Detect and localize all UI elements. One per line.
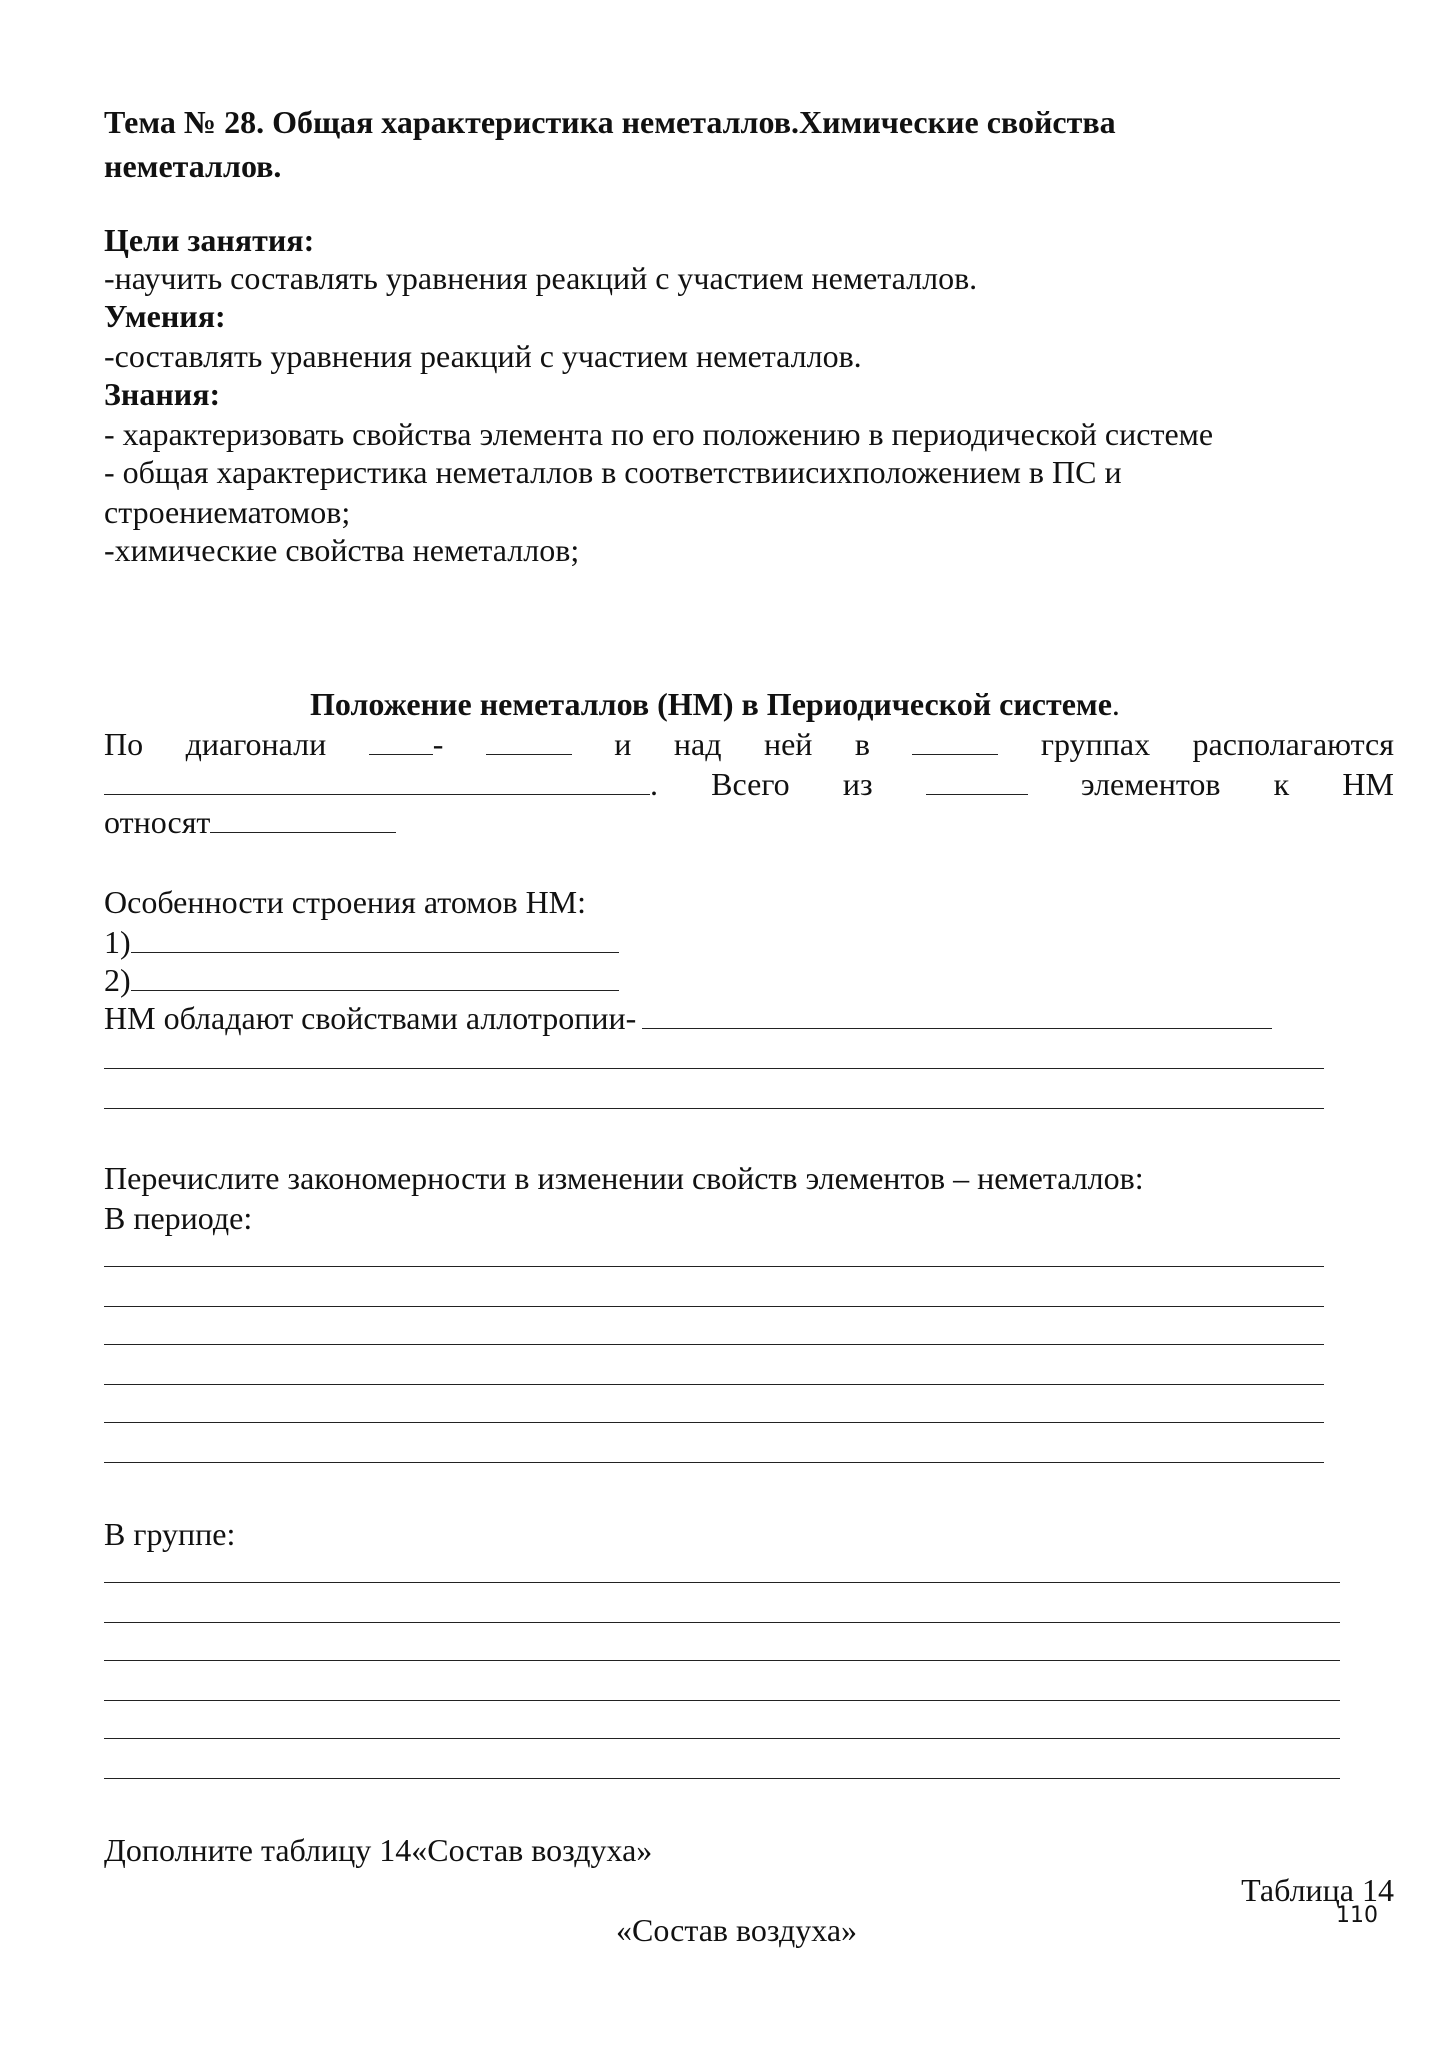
position-sentence-row3 [104, 802, 396, 842]
knowledge-item: - характеризовать свойства элемента по его положению в периодической системе [104, 416, 1214, 452]
blank-pair [369, 724, 444, 764]
knowledge-heading: Знания: [104, 376, 221, 412]
table-instruction: Дополните таблицу 14«Состав воздуха» [104, 1832, 653, 1868]
dot: . [650, 766, 658, 802]
word: Всего [711, 766, 790, 802]
answer-line[interactable] [104, 1422, 1324, 1423]
page-title-line2: неметаллов. [104, 148, 282, 184]
trends-period-label: В периоде: [104, 1200, 253, 1236]
word: По [104, 726, 144, 762]
answer-line[interactable] [104, 1306, 1324, 1307]
word: над [673, 726, 722, 762]
fill-blank[interactable] [210, 802, 396, 833]
answer-line[interactable] [104, 1266, 1324, 1267]
atoms-item1-number: 1) [104, 924, 131, 960]
blank-pair [104, 764, 658, 804]
fill-blank[interactable] [131, 960, 619, 991]
word: группах [1040, 726, 1151, 762]
word: элементов [1080, 766, 1221, 802]
atoms-item2 [104, 960, 619, 1000]
trends-heading: Перечислите закономерности в изменении свойств элементов – неметаллов: [104, 1160, 1144, 1196]
skills-text: -составлять уравнения реакций с участием неметаллов. [104, 338, 862, 374]
table-label: Таблица 14 [1241, 1872, 1394, 1908]
answer-line[interactable] [104, 1700, 1340, 1701]
word: к [1273, 766, 1290, 802]
section-heading-text: Положение неметаллов (НМ) в Периодической системе [310, 686, 1112, 722]
word: из [842, 766, 873, 802]
atoms-item1 [104, 922, 619, 962]
section-heading [310, 684, 1120, 724]
atoms-item2-number: 2) [104, 962, 131, 998]
fill-blank[interactable] [369, 724, 433, 755]
goals-heading: Цели занятия: [104, 222, 315, 258]
trends-group-label: В группе: [104, 1516, 236, 1552]
word: в [854, 726, 870, 762]
fill-blank[interactable] [912, 724, 998, 755]
fill-blank[interactable] [104, 764, 650, 795]
skills-heading: Умения: [104, 298, 226, 334]
fill-blank[interactable] [642, 998, 1272, 1029]
knowledge-item: строениематомов; [104, 494, 351, 530]
fill-blank[interactable] [926, 764, 1028, 795]
word: и [614, 726, 632, 762]
section-heading-dot: . [1111, 686, 1120, 722]
answer-line[interactable] [104, 1738, 1340, 1739]
answer-line[interactable] [104, 1108, 1324, 1109]
word: располагаются [1192, 726, 1394, 762]
answer-line[interactable] [104, 1462, 1324, 1463]
atoms-heading: Особенности строения атомов НМ: [104, 884, 587, 920]
dash: - [432, 726, 444, 762]
allotropy-label: НМ обладают свойствами аллотропии- [104, 1000, 637, 1036]
position-sentence-row1 [104, 724, 1394, 764]
word: НМ [1342, 766, 1394, 802]
word: диагонали [185, 726, 327, 762]
knowledge-item: -химические свойства неметаллов; [104, 532, 580, 568]
page-number: 110 [1336, 1903, 1378, 1928]
table-title: «Состав воздуха» [616, 1912, 858, 1948]
page-title-line1: Тема № 28. Общая характеристика неметаллов.Химические свойства [104, 104, 1116, 140]
goals-text: -научить составлять уравнения реакций с участием неметаллов. [104, 260, 978, 296]
word: ней [763, 726, 813, 762]
word: относят [104, 804, 211, 840]
answer-line[interactable] [104, 1660, 1340, 1661]
answer-line[interactable] [104, 1344, 1324, 1345]
fill-blank[interactable] [486, 724, 572, 755]
allotropy-line [104, 998, 1272, 1038]
answer-line[interactable] [104, 1778, 1340, 1779]
fill-blank[interactable] [131, 922, 619, 953]
answer-line[interactable] [104, 1622, 1340, 1623]
knowledge-item: - общая характеристика неметаллов в соответствиисихположением в ПС и [104, 454, 1122, 490]
answer-line[interactable] [104, 1068, 1324, 1069]
position-sentence-row2 [104, 764, 1394, 804]
answer-line[interactable] [104, 1384, 1324, 1385]
answer-line[interactable] [104, 1582, 1340, 1583]
